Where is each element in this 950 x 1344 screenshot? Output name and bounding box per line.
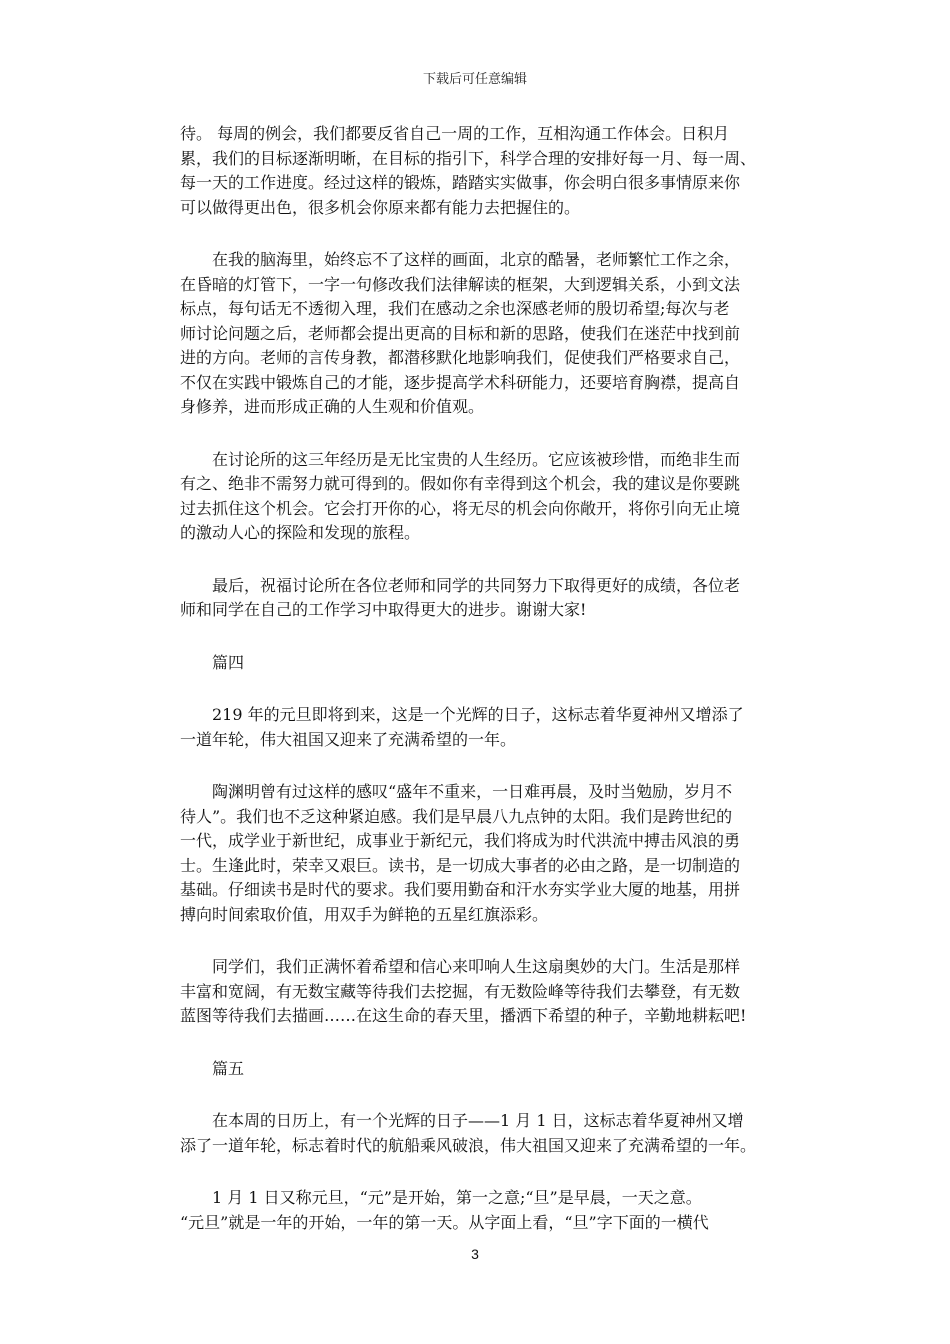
text-line: 1 月 1 日又称元旦，“元”是开始，第一之意;“旦”是早晨，一天之意。	[180, 1188, 702, 1207]
paragraph	[180, 703, 780, 752]
page-header: 下载后可任意编辑	[422, 72, 527, 87]
text-line: “元旦”就是一年的开始，一年的第一天。从字面上看，“旦”字下面的一横代	[180, 1212, 709, 1232]
text-line: 219 年的元旦即将到来，这是一个光辉的日子，这标志着华夏神州又增添了	[180, 705, 744, 724]
page-number: 3	[471, 1246, 479, 1262]
text-line: 基础。仔细读书是时代的要求。我们要用勤奋和汗水夯实学业大厦的地基，用拼	[180, 880, 741, 899]
text-line: 丰富和宽阔，有无数宝藏等待我们去挖掘，有无数险峰等待我们去攀登，有无数	[180, 981, 741, 1001]
text-line: 蓝图等待我们去描画……在这生命的春天里，播洒下希望的种子，辛勤地耕耘吧!	[180, 1006, 747, 1025]
paragraph	[180, 651, 780, 676]
text-line: 待人”。我们也不乏这种紧迫感。我们是早晨八九点钟的太阳。我们是跨世纪的	[180, 806, 733, 826]
text-line: 师和同学在自己的工作学习中取得更大的进步。谢谢大家!	[180, 600, 587, 619]
text-line: 有之、绝非不需努力就可得到的。假如你有幸得到这个机会，我的建议是你要跳	[180, 474, 741, 493]
text-line: 陶渊明曾有过这样的感叹“盛年不重来，一日难再晨，及时当勉励，岁月不	[180, 782, 733, 801]
paragraph	[180, 122, 780, 220]
paragraph	[180, 780, 780, 927]
text-line: 一道年轮，伟大祖国又迎来了充满希望的一年。	[180, 729, 517, 749]
paragraph	[180, 574, 780, 623]
text-line: 在本周的日历上，有一个光辉的日子——1 月 1 日，这标志着华夏神州又增	[180, 1111, 744, 1130]
text-line: 篇四	[180, 652, 245, 672]
text-line: 添了一道年轮，标志着时代的航船乘风破浪，伟大祖国又迎来了充满希望的一年。	[180, 1135, 757, 1155]
text-line: 一代，成学业于新世纪，成事业于新纪元，我们将成为时代洪流中搏击风浪的勇	[180, 831, 741, 850]
text-line: 进的方向。老师的言传身教，都潜移默化地影响我们，促使我们严格要求自己，	[180, 348, 741, 367]
text-line: 标点，每句话无不透彻入理，我们在感动之余也深感老师的殷切希望;每次与老	[180, 299, 730, 318]
text-line: 身修养，进而形成正确的人生观和价值观。	[180, 397, 485, 416]
paragraph	[180, 448, 780, 546]
text-line: 可以做得更出色，很多机会你原来都有能力去把握住的。	[180, 197, 581, 217]
text-line: 师讨论问题之后，老师都会提出更高的目标和新的思路，使我们在迷茫中找到前	[180, 323, 741, 343]
paragraph	[180, 248, 780, 420]
text-line: 待。 每周的例会，我们都要反省自己一周的工作，互相沟通工作体会。日积月	[180, 124, 730, 143]
paragraph	[180, 955, 780, 1029]
text-line: 在讨论所的这三年经历是无比宝贵的人生经历。它应该被珍惜，而绝非生而	[180, 449, 741, 469]
text-line: 不仅在实践中锻炼自己的才能，逐步提高学术科研能力，还要培育胸襟，提高自	[180, 372, 741, 392]
text-line: 过去抓住这个机会。它会打开你的心，将无尽的机会向你敞开，将你引向无止境	[180, 498, 741, 518]
paragraph	[180, 1057, 780, 1082]
text-line: 搏向时间索取价值，用双手为鲜艳的五星红旗添彩。	[180, 904, 549, 924]
text-line: 在我的脑海里，始终忘不了这样的画面，北京的酷暑，老师繁忙工作之余，	[180, 250, 741, 269]
text-line: 每一天的工作进度。经过这样的锻炼，踏踏实实做事，你会明白很多事情原来你	[180, 173, 741, 192]
text-line: 累，我们的目标逐渐明晰，在目标的指引下，科学合理的安排好每一月、每一周、	[180, 148, 757, 168]
text-line: 同学们，我们正满怀着希望和信心来叩响人生这扇奥妙的大门。生活是那样	[180, 957, 741, 976]
text-line: 最后，祝福讨论所在各位老师和同学的共同努力下取得更好的成绩，各位老	[180, 575, 741, 595]
document-body	[180, 122, 780, 1263]
text-line: 的激动人心的探险和发现的旅程。	[180, 523, 421, 542]
text-line: 篇五	[180, 1058, 245, 1078]
text-line: 在昏暗的灯管下，一字一句修改我们法律解读的框架，大到逻辑关系，小到文法	[180, 274, 741, 294]
paragraph	[180, 1186, 780, 1235]
text-line: 士。生逢此时，荣幸又艰巨。读书，是一切成大事者的必由之路，是一切制造的	[180, 855, 741, 875]
paragraph	[180, 1109, 780, 1158]
